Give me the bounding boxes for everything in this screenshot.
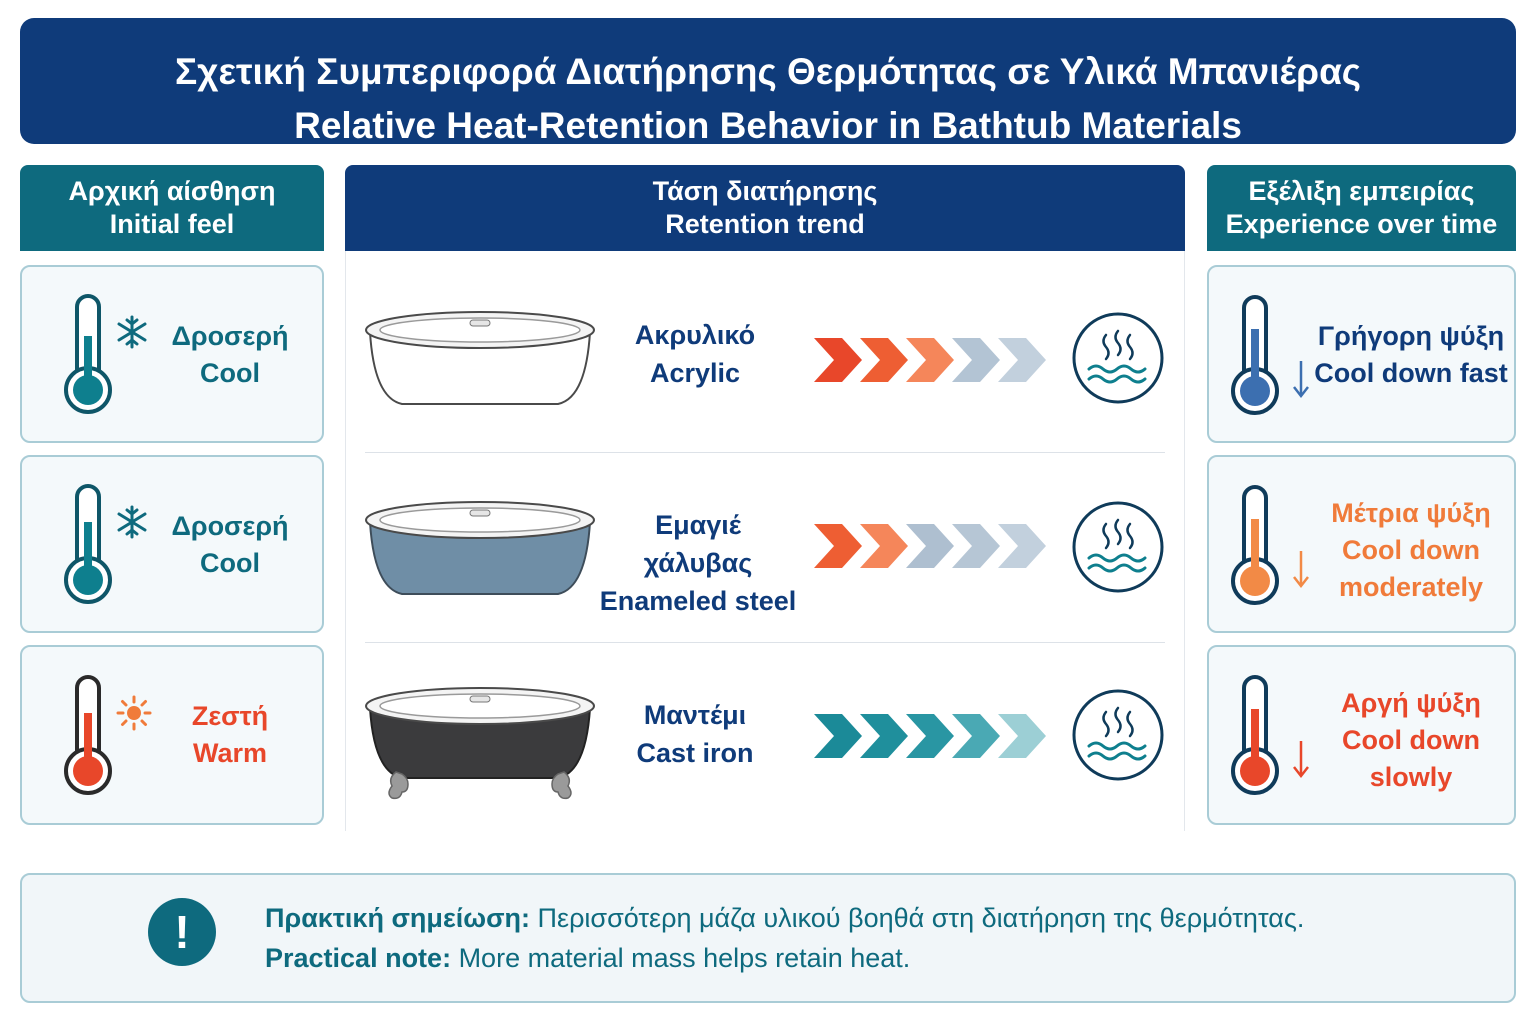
thermometer-icon	[60, 292, 120, 420]
bathtub-cast-iron-illustration	[362, 684, 598, 800]
experience-line: Cool down fast	[1314, 358, 1508, 388]
header-initial-feel-greek: Αρχική αίσθηση	[68, 176, 276, 206]
retention-chevrons-acrylic	[812, 336, 1052, 384]
feel-greek-acrylic: Δροσερή	[171, 321, 289, 351]
experience-line: Αργή ψύξη	[1341, 688, 1481, 718]
arrow-down-icon	[1291, 739, 1311, 779]
row-divider	[365, 452, 1165, 453]
note-english-label: Practical note:	[265, 943, 452, 973]
chevron-strong	[906, 338, 954, 382]
experience-line: Μέτρια ψύξη	[1331, 498, 1491, 528]
snowflake-icon	[114, 504, 150, 540]
note-greek	[265, 900, 1304, 936]
title-banner	[20, 18, 1516, 144]
exclamation-icon: !	[148, 898, 216, 966]
experience-card-acrylic	[1207, 265, 1516, 443]
experience-card-steel	[1207, 455, 1516, 633]
arrow-down-icon	[1291, 359, 1311, 399]
material-english-steel: Enameled steel	[599, 586, 797, 616]
feel-english-acrylic: Cool	[200, 358, 260, 388]
material-greek-acrylic: Ακρυλικό	[634, 320, 756, 350]
thermometer-icon	[60, 482, 120, 610]
header-experience	[1207, 165, 1516, 251]
note-english	[265, 940, 910, 976]
experience-line: slowly	[1369, 762, 1453, 792]
chevron-weak	[906, 524, 954, 568]
snowflake-icon	[114, 314, 150, 350]
chevron-strong	[906, 714, 954, 758]
feel-english-steel: Cool	[200, 548, 260, 578]
chevron-strong	[814, 338, 862, 382]
chevron-strong	[814, 714, 862, 758]
chevron-strong	[998, 714, 1046, 758]
material-english-acrylic: Acrylic	[649, 358, 741, 388]
thermometer-icon	[1227, 293, 1287, 421]
header-retention-greek: Τάση διατήρησης	[652, 176, 878, 206]
feel-english-cast-iron: Warm	[192, 738, 267, 768]
material-greek-cast-iron: Μαντέμι	[643, 700, 747, 730]
heat-steam-icon	[1071, 500, 1165, 594]
chevron-weak	[998, 338, 1046, 382]
chevron-weak	[952, 338, 1000, 382]
chevron-strong	[860, 714, 908, 758]
feel-card-cast-iron	[20, 645, 324, 825]
experience-line: Cool down	[1342, 725, 1480, 755]
feel-card-steel	[20, 455, 324, 633]
feel-greek-steel: Δροσερή	[171, 511, 289, 541]
experience-line: Cool down	[1342, 535, 1480, 565]
thermometer-icon	[60, 673, 120, 801]
feel-card-acrylic	[20, 265, 324, 443]
header-initial-feel-english: Initial feel	[109, 209, 235, 239]
thermometer-icon	[1227, 483, 1287, 611]
chevron-strong	[860, 524, 908, 568]
chevron-strong	[952, 714, 1000, 758]
note-english-text: More material mass helps retain heat.	[451, 943, 911, 973]
chevron-strong	[860, 338, 908, 382]
header-retention-english: Retention trend	[665, 209, 865, 239]
row-divider	[365, 642, 1165, 643]
note-greek-text: Περισσότερη μάζα υλικού βοηθά στη διατήρηση της θερμότητας.	[530, 903, 1305, 933]
chevron-weak	[998, 524, 1046, 568]
heat-steam-icon	[1071, 688, 1165, 782]
header-retention-trend	[345, 165, 1185, 251]
experience-line: moderately	[1338, 572, 1484, 602]
header-initial-feel	[20, 165, 324, 251]
retention-chevrons-cast-iron	[812, 712, 1052, 760]
feel-greek-cast-iron: Ζεστή	[191, 701, 269, 731]
heat-steam-icon	[1071, 311, 1165, 405]
chevron-strong	[814, 524, 862, 568]
note-greek-label: Πρακτική σημείωση:	[265, 903, 531, 933]
retention-chevrons-steel	[812, 522, 1052, 570]
thermometer-icon	[1227, 673, 1287, 801]
chevron-weak	[952, 524, 1000, 568]
sun-icon	[116, 695, 152, 731]
header-experience-english: Experience over time	[1225, 209, 1498, 239]
title-english: Relative Heat-Retention Behavior in Bathtub Materials	[294, 105, 1242, 146]
material-english-cast-iron: Cast iron	[636, 738, 754, 768]
arrow-down-icon	[1291, 549, 1311, 589]
experience-line: Γρήγορη ψύξη	[1317, 321, 1505, 351]
experience-card-cast-iron	[1207, 645, 1516, 825]
material-greek-steel: Εμαγιέ χάλυβας	[643, 510, 753, 578]
bathtub-steel-illustration	[362, 498, 598, 602]
title-greek: Σχετική Συμπεριφορά Διατήρησης Θερμότητας σε Υλικά Μπανιέρας	[174, 51, 1362, 92]
practical-note-box	[20, 873, 1516, 1003]
bathtub-acrylic-illustration	[362, 308, 598, 412]
header-experience-greek: Εξέλιξη εμπειρίας	[1248, 176, 1475, 206]
